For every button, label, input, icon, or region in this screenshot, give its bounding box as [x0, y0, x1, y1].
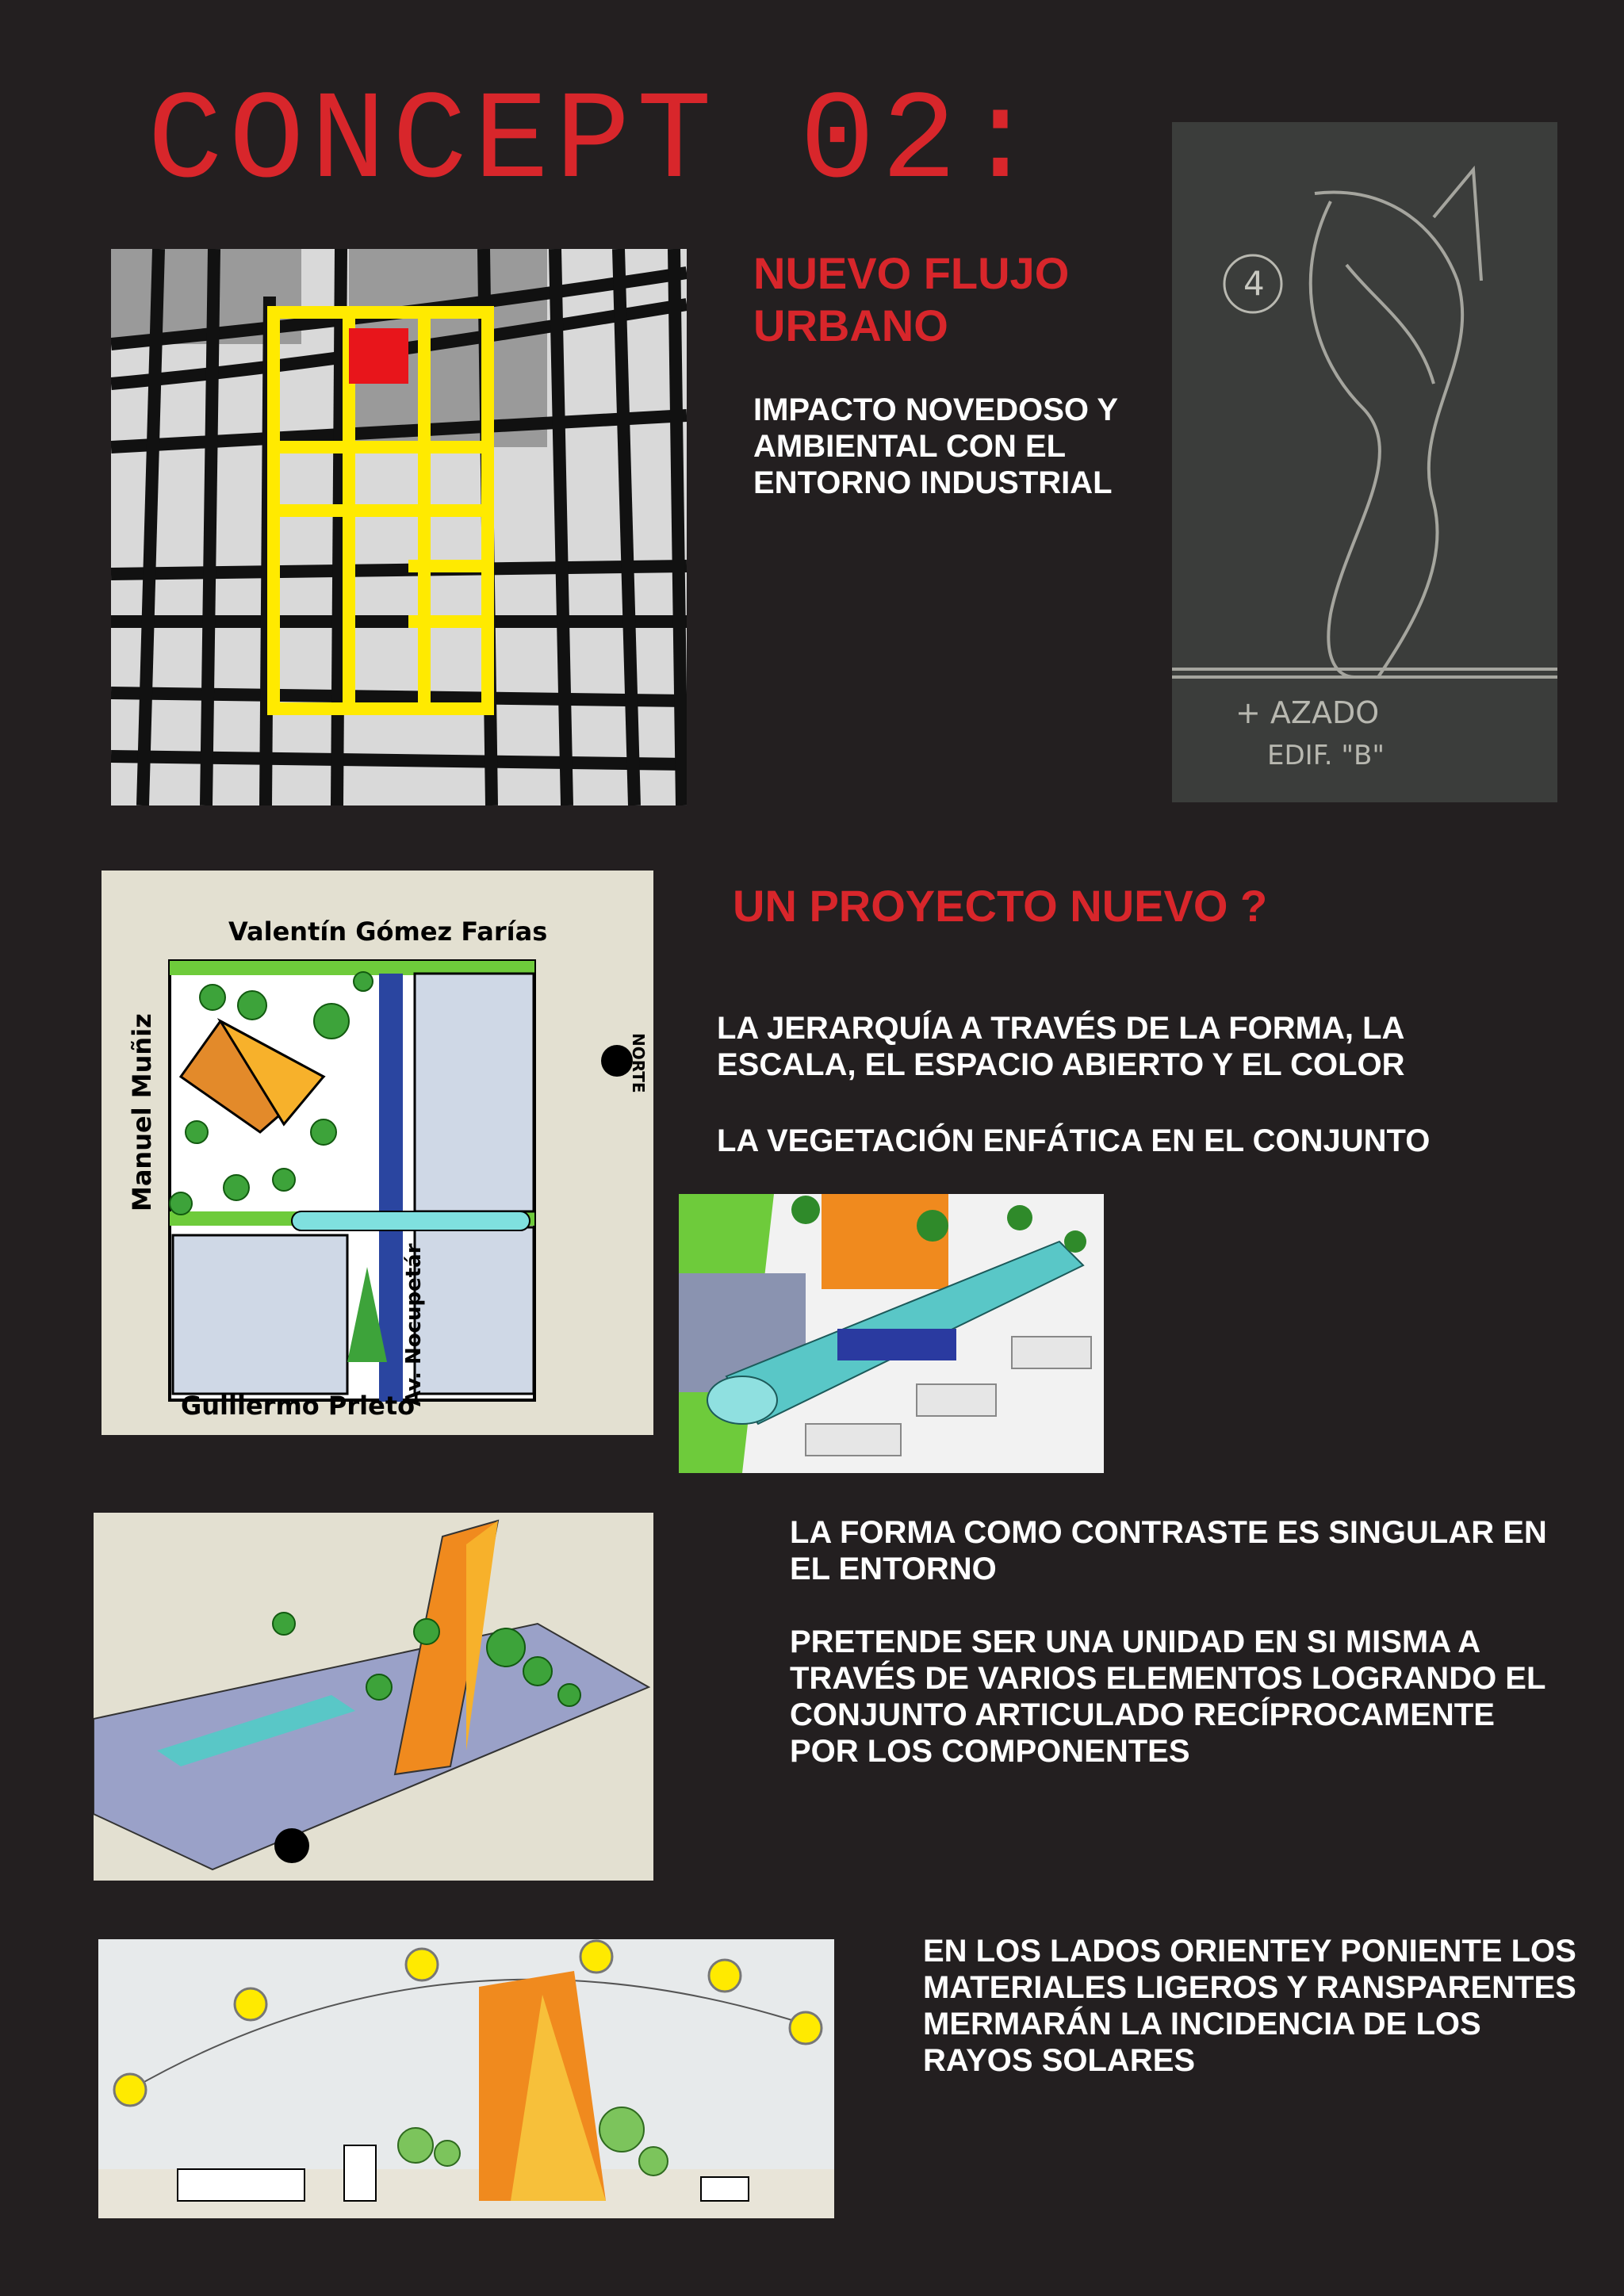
site-plan-image [102, 871, 653, 1435]
section4-text: EN LOS LADOS ORIENTEY PONIENTE LOS MATERIALES LIGEROS Y RANSPARENTES MERMARÁN LA INCIDENCIA DE LOS RAYOS SOLARES [923, 1934, 1576, 2078]
urban-flow-map [111, 249, 687, 806]
section2-text2: LA VEGETACIÓN ENFÁTICA EN EL CONJUNTO [717, 1123, 1431, 1158]
section3-text1: LA FORMA COMO CONTRASTE ES SINGULAR EN EL ENTORNO [790, 1515, 1547, 1586]
section3-text2: PRETENDE SER UNA UNIDAD EN SI MISMA A TRAVÉS DE VARIOS ELEMENTOS LOGRANDO EL CONJUNTO ARTICULADO RECÍPROCAMENTE POR LOS COMPONENTES [790, 1624, 1545, 1769]
page-title: CONCEPT 02: [147, 72, 1044, 214]
section1-text: IMPACTO NOVEDOSO Y AMBIENTAL CON EL ENTORNO INDUSTRIAL [753, 392, 1118, 500]
north-label: NORTE [629, 1033, 648, 1093]
section1-heading: NUEVO FLUJO URBANO [753, 248, 1070, 350]
sketch-label-line2: EDIF. "B" [1267, 740, 1385, 771]
concept-sketch-image [1172, 122, 1557, 802]
section2-text1: LA JERARQUÍA A TRAVÉS DE LA FORMA, LA ESCALA, EL ESPACIO ABIERTO Y EL COLOR [717, 1011, 1405, 1082]
street-bottom-label: Guillermo Prieto [181, 1391, 416, 1421]
solar-elevation-image [98, 1939, 834, 2218]
sketch-number: 4 [1243, 264, 1265, 303]
sketch-label-line1: + AZADO [1235, 695, 1380, 730]
section2-heading: UN PROYECTO NUEVO ? [733, 881, 1268, 931]
aerial-render-image [94, 1513, 653, 1881]
street-right-label: Av. Nocupetár [402, 1243, 426, 1406]
bridge-render-image [679, 1194, 1104, 1473]
street-left-label: Manuel Muñiz [127, 1013, 157, 1211]
street-top-label: Valentín Gómez Farías [228, 916, 548, 947]
